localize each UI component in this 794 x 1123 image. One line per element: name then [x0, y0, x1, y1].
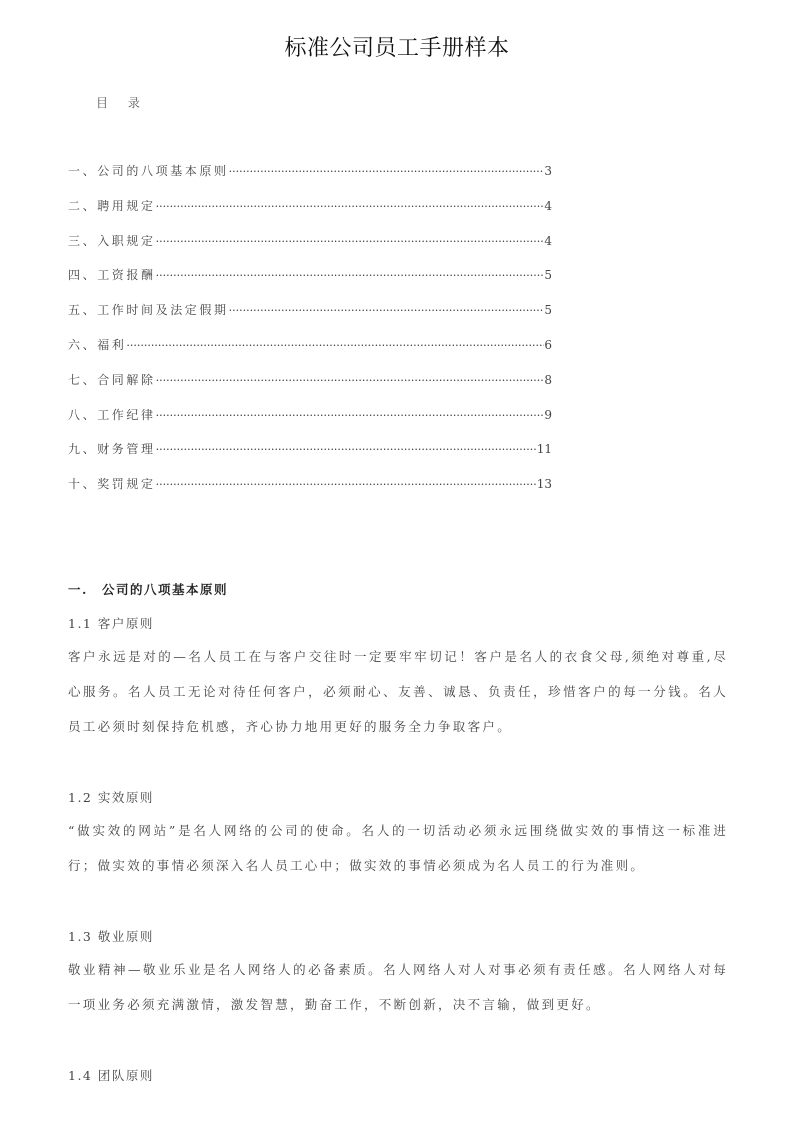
toc-entry[interactable] — [68, 475, 552, 510]
toc-entry-label: 八、工作纪律 — [68, 407, 156, 422]
toc-entry-page: 8 — [544, 372, 552, 387]
toc-entry-page: 11 — [536, 442, 552, 457]
subsection-body: 敬业精神—敬业乐业是名人网络人的必备素质。名人网络人对人对事必须有责任感。名人网络人对每一项业务必须充满激情，激发智慧，勤奋工作，不断创新，决不言输，做到更好。 — [68, 962, 728, 1012]
section-heading — [68, 580, 228, 598]
toc-entry[interactable] — [68, 197, 552, 232]
toc-entry-label: 三、入职规定 — [68, 233, 156, 248]
toc-leader-dots — [126, 339, 544, 352]
toc-entry-label: 五、工作时间及法定假期 — [68, 303, 229, 318]
table-of-contents — [68, 162, 552, 510]
toc-leader-dots — [229, 304, 545, 317]
toc-entry-page: 3 — [544, 164, 552, 178]
section-title: 公司的八项基本原则 — [102, 582, 229, 597]
toc-entry-page: 5 — [544, 268, 552, 283]
toc-entry-page: 5 — [544, 303, 552, 318]
toc-entry-label: 十、奖罚规定 — [68, 477, 156, 492]
toc-entry-page: 4 — [544, 233, 552, 248]
toc-entry[interactable] — [68, 336, 552, 371]
toc-entry[interactable] — [68, 266, 552, 301]
subsection-heading: 1.3 敬业原则 — [68, 929, 154, 944]
toc-entry-label: 九、财务管理 — [68, 442, 156, 457]
subsection-heading: 1.2 实效原则 — [68, 790, 154, 805]
toc-leader-dots — [156, 374, 545, 387]
toc-entry[interactable] — [68, 232, 552, 267]
toc-entry-label: 二、聘用规定 — [68, 198, 156, 213]
toc-leader-dots — [156, 409, 545, 422]
toc-entry-label: 一、公司的八项基本原则 — [68, 164, 229, 178]
toc-heading: 目 录 — [96, 96, 148, 110]
subsection-heading: 1.4 团队原则 — [68, 1068, 154, 1083]
toc-leader-dots — [229, 165, 545, 178]
subsection-heading: 1.1 客户原则 — [68, 616, 154, 631]
toc-entry-page: 13 — [536, 477, 552, 492]
toc-entry[interactable] — [68, 406, 552, 441]
subsection-body: 客户永远是对的—名人员工在与客户交往时一定要牢牢切记！客户是名人的衣食父母,须绝对尊重,尽心服务。名人员工无论对待任何客户，必须耐心、友善、诚恳、负责任，珍惜客户的每一分钱。名人员工必须时刻保持危机感，齐心协力地用更好的服务全力争取客户。 — [68, 649, 728, 734]
toc-entry[interactable] — [68, 371, 552, 406]
toc-entry-label: 四、工资报酬 — [68, 268, 156, 283]
toc-entry[interactable] — [68, 440, 552, 475]
toc-entry-label: 六、福利 — [68, 337, 127, 352]
toc-leader-dots — [156, 269, 545, 282]
toc-leader-dots — [156, 443, 537, 456]
toc-entry[interactable] — [68, 162, 552, 197]
subsection-body: “做实效的网站”是名人网络的公司的使命。名人的一切活动必须永远围绕做实效的事情这一标准进行；做实效的事情必须深入名人员工心中；做实效的事情必须成为名人员工的行为准则。 — [68, 823, 728, 873]
toc-entry-page: 9 — [544, 407, 552, 422]
toc-entry-page: 6 — [544, 337, 552, 352]
toc-leader-dots — [156, 200, 545, 213]
section-number: 一. — [68, 582, 88, 597]
toc-entry[interactable] — [68, 301, 552, 336]
toc-leader-dots — [156, 235, 545, 248]
toc-entry-label: 七、合同解除 — [68, 372, 156, 387]
toc-leader-dots — [156, 478, 537, 491]
toc-entry-page: 4 — [544, 198, 552, 213]
document-title: 标准公司员工手册样本 — [284, 36, 510, 61]
